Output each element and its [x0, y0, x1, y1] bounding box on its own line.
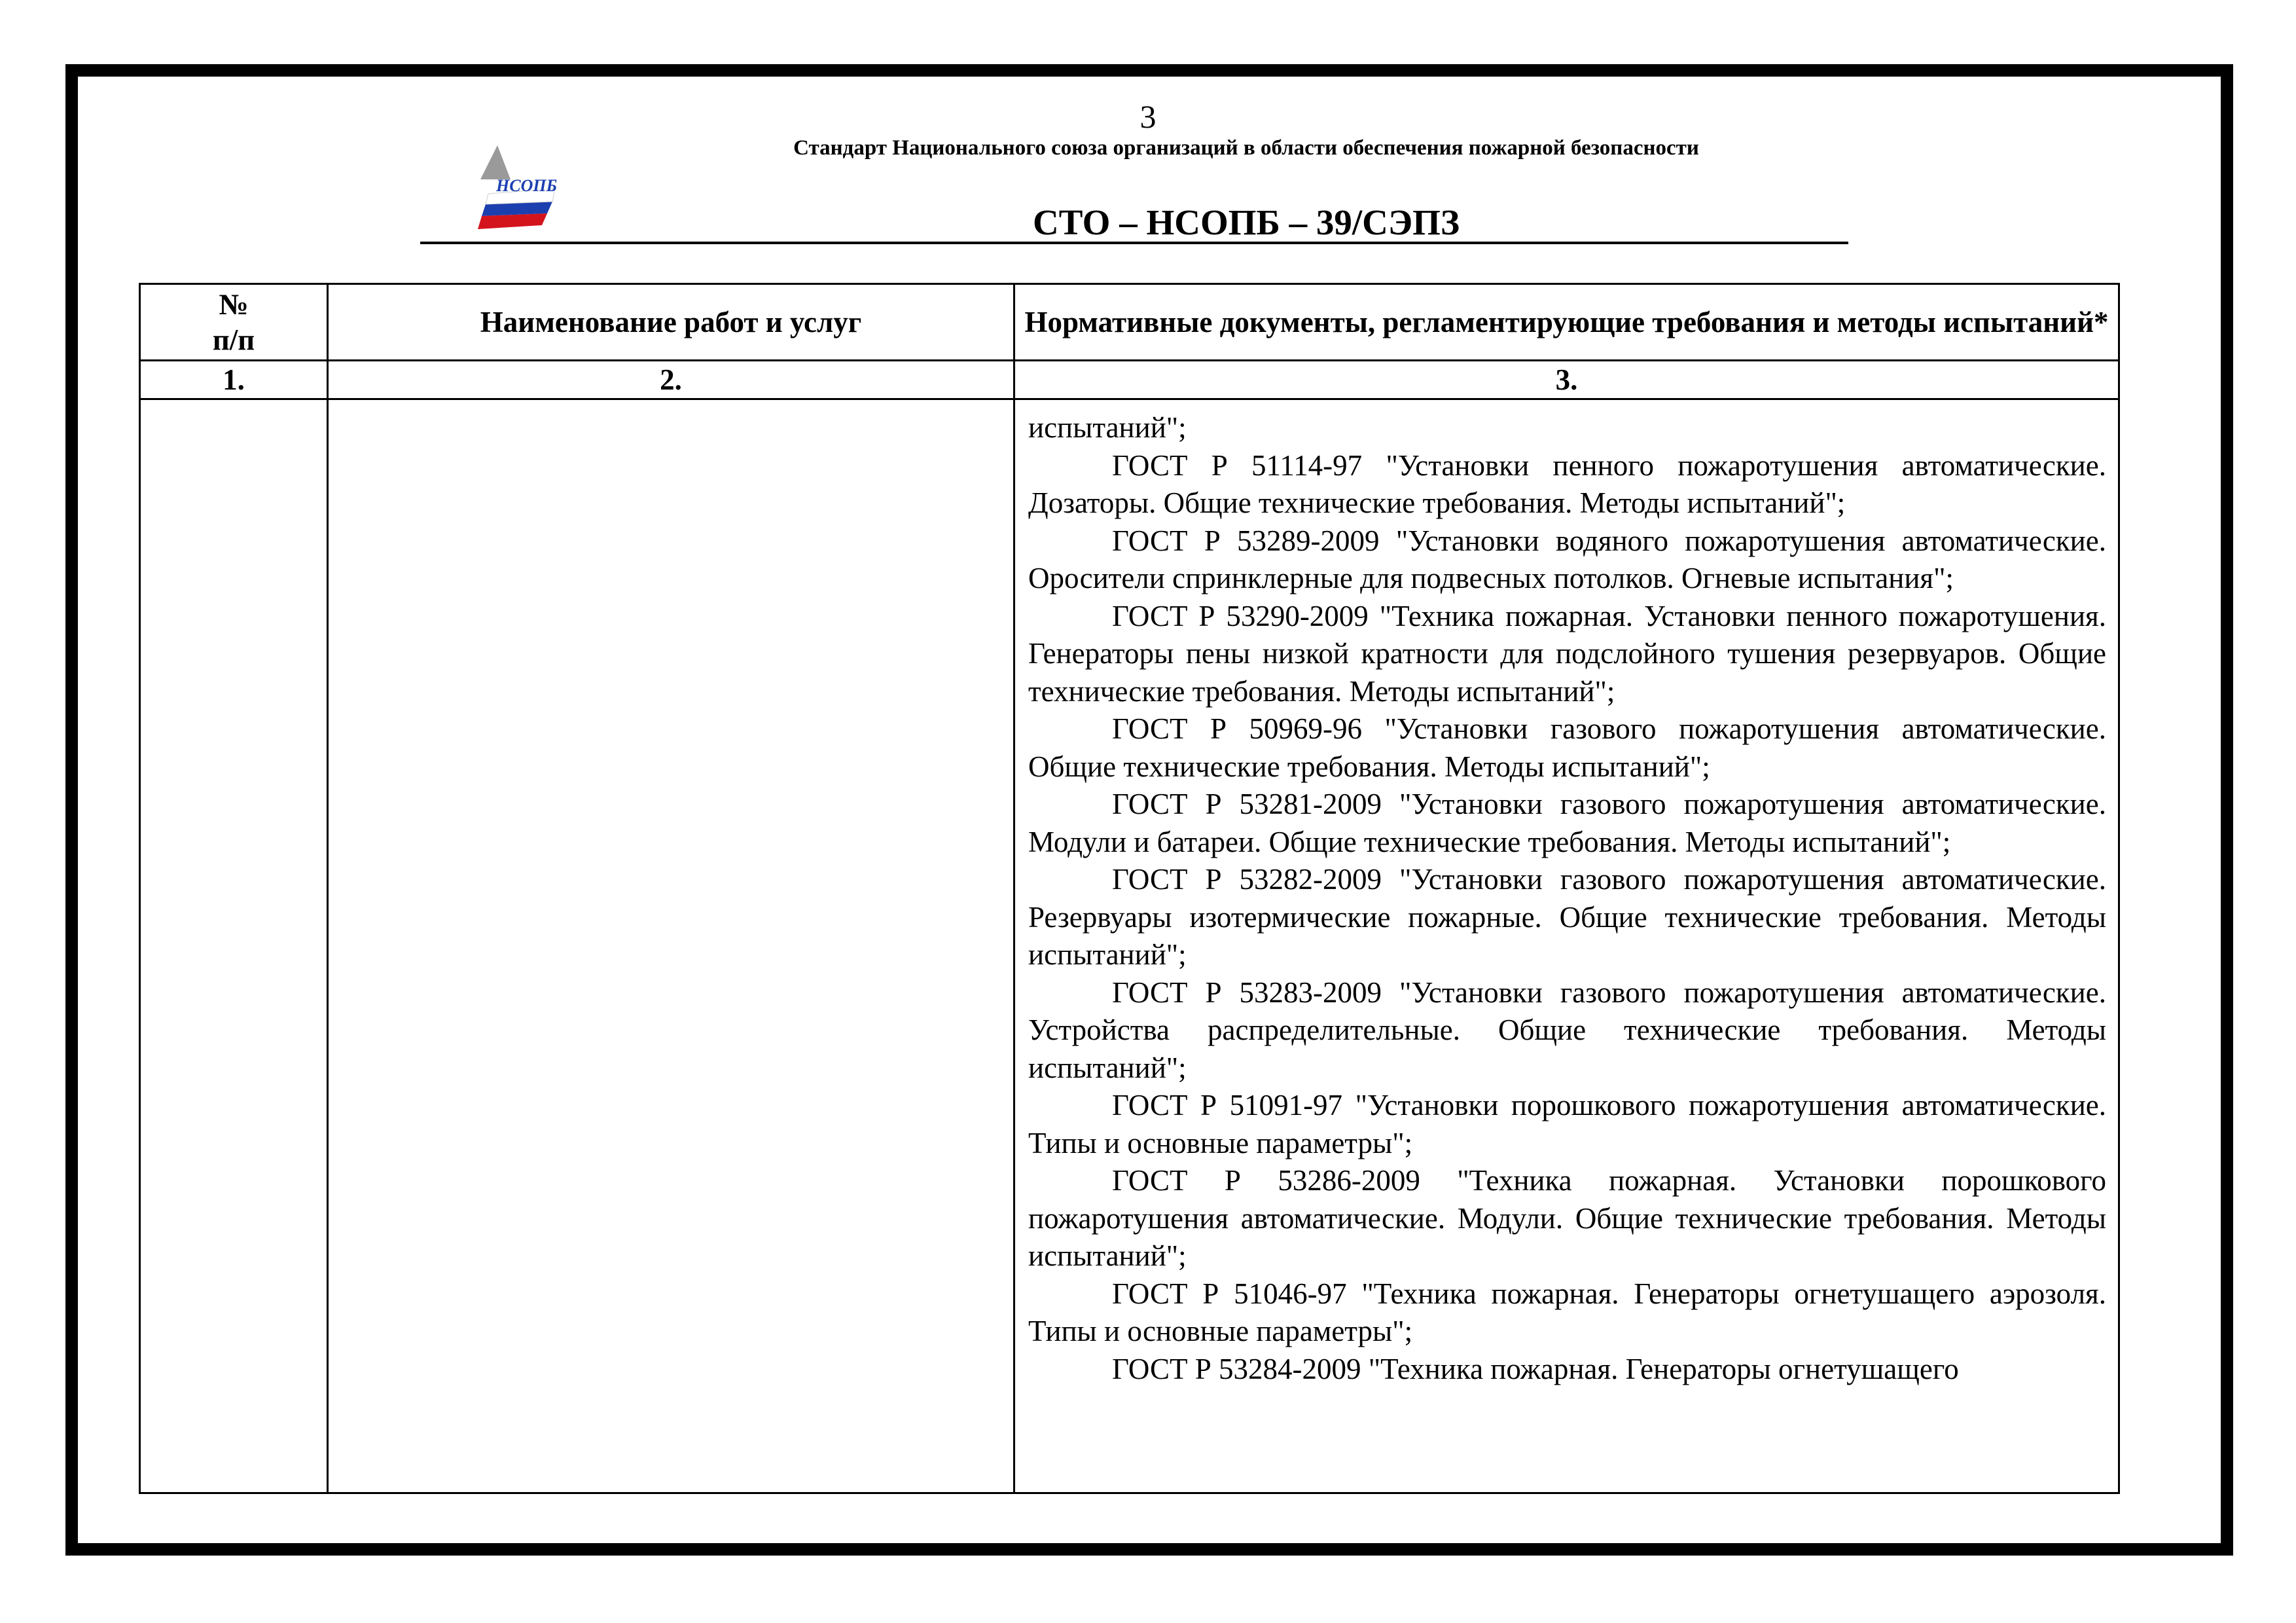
document-entry: ГОСТ Р 51091-97 "Установки порошкового пожаротушения автоматические. Типы и основные параметры";	[1028, 1089, 2106, 1159]
document-entry: ГОСТ Р 53289-2009 "Установки водяного пожаротушения автоматические. Оросители спринклерные для подвесных потолков. Огневые испытания";	[1028, 524, 2106, 594]
standards-table	[139, 283, 2120, 1494]
header-number-symbol: №	[219, 288, 249, 321]
column-number-2: 2.	[328, 361, 1014, 399]
logo-text: НСОПБ	[496, 176, 558, 195]
document-entry: ГОСТ Р 53283-2009 "Установки газового пожаротушения автоматические. Устройства распределительные. Общие технические требования. Методы испытаний";	[1028, 976, 2106, 1084]
document-entry: ГОСТ Р 50969-96 "Установки газового пожаротушения автоматические. Общие технические требования. Методы испытаний";	[1028, 712, 2106, 783]
document-entry: ГОСТ Р 53286-2009 "Техника пожарная. Установки порошкового пожаротушения автоматические. Модули. Общие технические требования. Методы испытаний";	[1028, 1164, 2106, 1272]
document-entry: ГОСТ Р 51046-97 "Техника пожарная. Генераторы огнетушащего аэрозоля. Типы и основные параметры";	[1028, 1277, 2106, 1347]
row-number-cell	[140, 399, 328, 1493]
column-number-row	[140, 361, 2119, 399]
row-name-cell	[328, 399, 1014, 1493]
header-documents: Нормативные документы, регламентирующие требования и методы испытаний*	[1014, 284, 2119, 361]
document-entry: ГОСТ Р 53284-2009 "Техника пожарная. Генераторы огнетушащего	[1112, 1352, 1959, 1385]
document-entry: ГОСТ Р 53282-2009 "Установки газового пожаротушения автоматические. Резервуары изотермические пожарные. Общие технические требования. Методы испытаний";	[1028, 863, 2106, 971]
organization-title: Стандарт Национального союза организаций в области обеспечения пожарной безопасности	[793, 136, 1699, 160]
documents-list	[1015, 403, 2118, 1489]
header-name: Наименование работ и услуг	[328, 284, 1014, 361]
document-entry: ГОСТ Р 53281-2009 "Установки газового пожаротушения автоматические. Модули и батареи. Общие технические требования. Методы испытаний";	[1028, 788, 2106, 858]
header-number	[140, 284, 328, 361]
document-entry: ГОСТ Р 53290-2009 "Техника пожарная. Установки пенного пожаротушения. Генераторы пены низкой кратности для подслойного тушения резервуаров. Общие технические требования. Методы испытаний";	[1028, 599, 2106, 708]
column-number-3: 3.	[1014, 361, 2119, 399]
row-documents-cell	[1014, 399, 2119, 1493]
table-row	[140, 399, 2119, 1493]
header-number-abbr: п/п	[212, 323, 255, 356]
table-header-row	[140, 284, 2119, 361]
document-entry: испытаний";	[1028, 411, 1187, 444]
header-rule	[420, 242, 1848, 244]
document-entry: ГОСТ Р 51114-97 "Установки пенного пожаротушения автоматические. Дозаторы. Общие технические требования. Методы испытаний";	[1028, 448, 2106, 519]
column-number-1: 1.	[140, 361, 328, 399]
page-number: 3	[1139, 98, 1157, 135]
document-code: СТО – НСОПБ – 39/СЭПЗ	[1033, 202, 1460, 242]
